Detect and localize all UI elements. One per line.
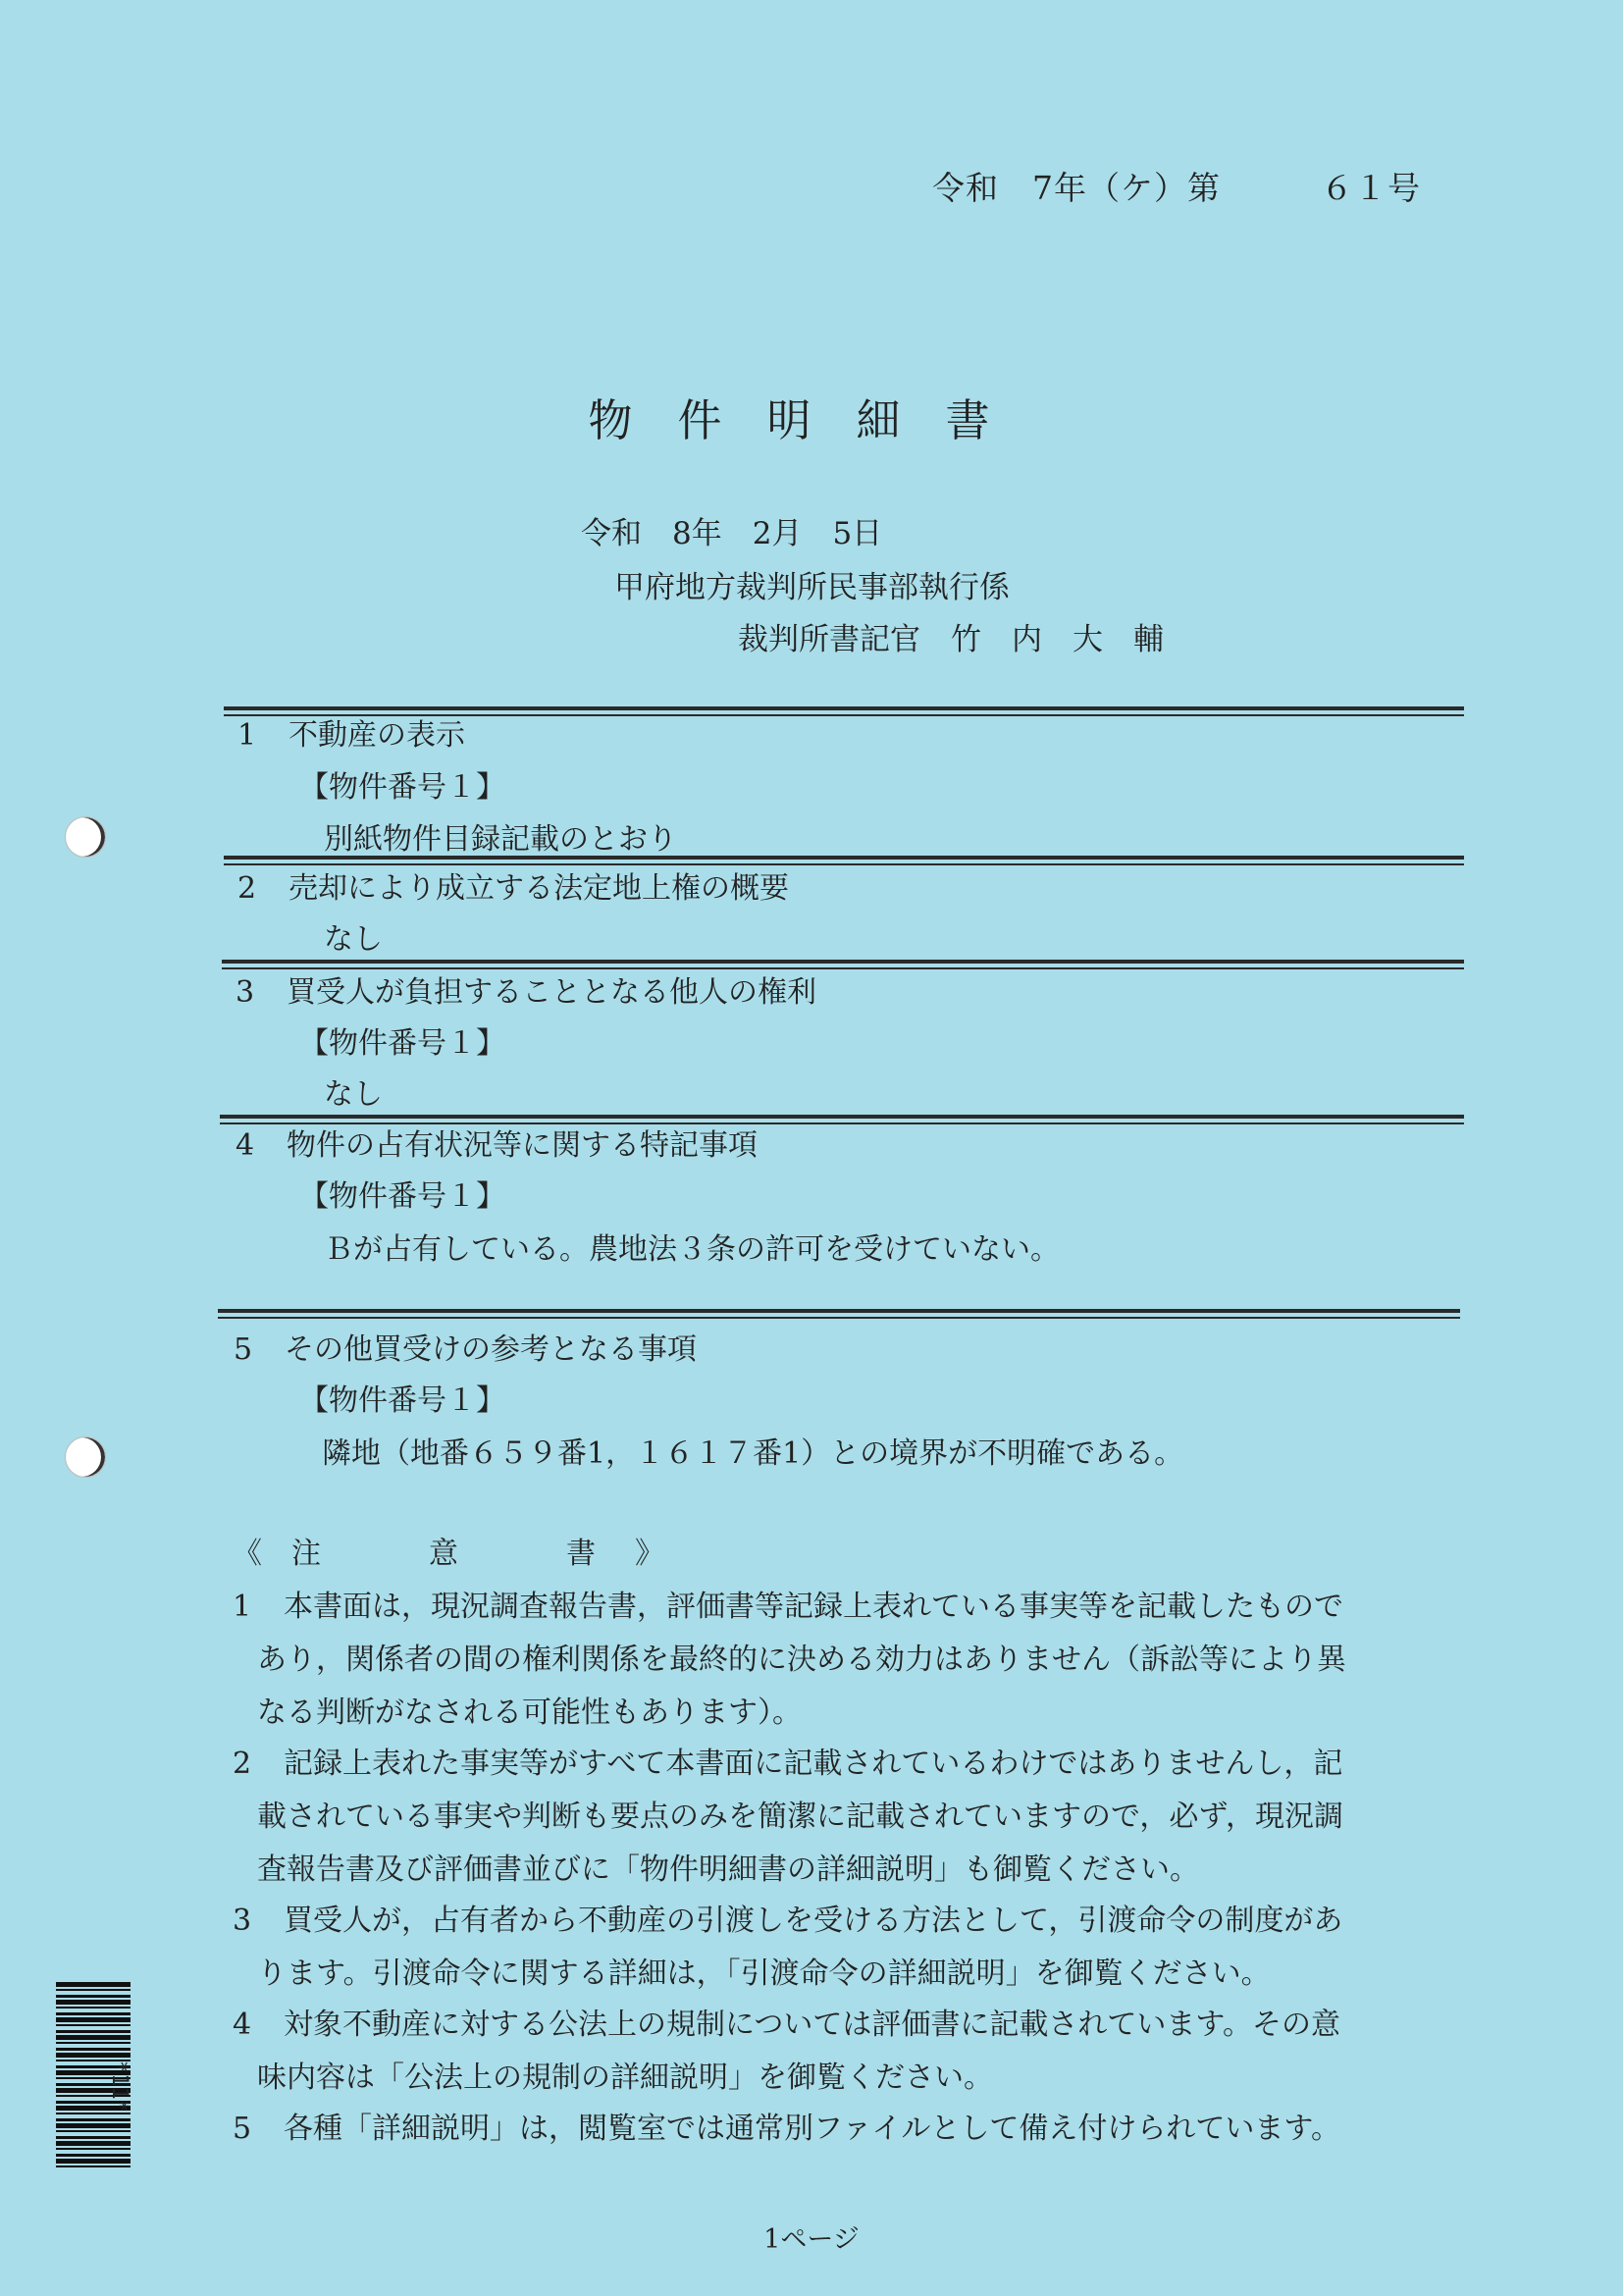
section-5-tag: 【物件番号１】	[299, 1383, 505, 1418]
notice-item-3: 3 買受人が，占有者から不動産の引渡しを受ける方法として，引渡命令の制度があ	[233, 1904, 1343, 1938]
section-divider	[220, 1115, 1464, 1119]
section-3-tag: 【物件番号１】	[299, 1026, 505, 1061]
document-title: 物件明細書	[588, 394, 1035, 446]
section-4-tag: 【物件番号１】	[299, 1179, 505, 1214]
issue-date: 令和 8年 2月 5日	[581, 516, 883, 551]
clerk-name: 裁判所書記官 竹 内 大 輔	[738, 622, 1164, 657]
notice-item-3-cont: ります。引渡命令に関する詳細は，「引渡命令の詳細説明」を御覧ください。	[257, 1957, 1271, 1991]
section-1-heading: 1 不動産の表示	[237, 718, 465, 753]
section-3-text: なし	[324, 1077, 383, 1112]
notice-item-2: 2 記録上表れた事実等がすべて本書面に記載されているわけではありませんし，記	[233, 1747, 1343, 1781]
section-5-heading: 5 その他買受けの参考となる事項	[234, 1332, 697, 1367]
section-divider	[222, 960, 1464, 964]
section-2-heading: 2 売却により成立する法定地上権の概要	[237, 871, 789, 906]
notice-item-1-cont: あり，関係者の間の権利関係を最終的に決める効力はありません（訴訟等により異	[257, 1643, 1346, 1677]
section-2-text: なし	[324, 922, 383, 957]
section-divider	[218, 1309, 1460, 1313]
section-1-tag: 【物件番号１】	[299, 770, 505, 805]
notice-item-4: 4 対象不動産に対する公法上の規制については評価書に記載されています。その意	[233, 2008, 1340, 2042]
court-name: 甲府地方裁判所民事部執行係	[614, 570, 1010, 605]
punch-hole	[65, 1436, 106, 1478]
notice-item-1: 1 本書面は，現況調査報告書，評価書等記録上表れている事実等を記載したもので	[233, 1590, 1343, 1624]
section-divider	[224, 856, 1464, 860]
page-number: 1ページ	[763, 2224, 860, 2255]
section-5-text: 隣地（地番６５９番1，１６１７番1）との境界が不明確である。	[322, 1436, 1184, 1471]
notice-item-1-cont: なる判断がなされる可能性もあります）。	[257, 1696, 802, 1730]
notice-item-5: 5 各種「詳細説明」は，閲覧室では通常別ファイルとして備え付けられています。	[233, 2112, 1340, 2146]
notice-heading: 《 注 意 書 》	[233, 1537, 668, 1571]
section-3-heading: 3 買受人が負担することとなる他人の権利	[236, 975, 816, 1010]
barcode-label: *11*	[107, 2061, 131, 2113]
notice-item-2-cont: 査報告書及び評価書並びに「物件明細書の詳細説明」も御覧ください。	[257, 1852, 1199, 1887]
notice-item-2-cont: 載されている事実や判断も要点のみを簡潔に記載されていますので，必ず，現況調	[257, 1800, 1343, 1834]
section-4-heading: 4 物件の占有状況等に関する特記事項	[236, 1128, 758, 1163]
notice-item-4-cont: 味内容は「公法上の規制の詳細説明」を御覧ください。	[257, 2061, 993, 2095]
section-1-text: 別紙物件目録記載のとおり	[324, 822, 677, 857]
case-number: 令和 7年（ケ）第 ６１号	[932, 169, 1421, 207]
punch-hole	[65, 816, 106, 858]
section-4-text: Ｂが占有している。農地法３条の許可を受けていない。	[324, 1232, 1060, 1267]
